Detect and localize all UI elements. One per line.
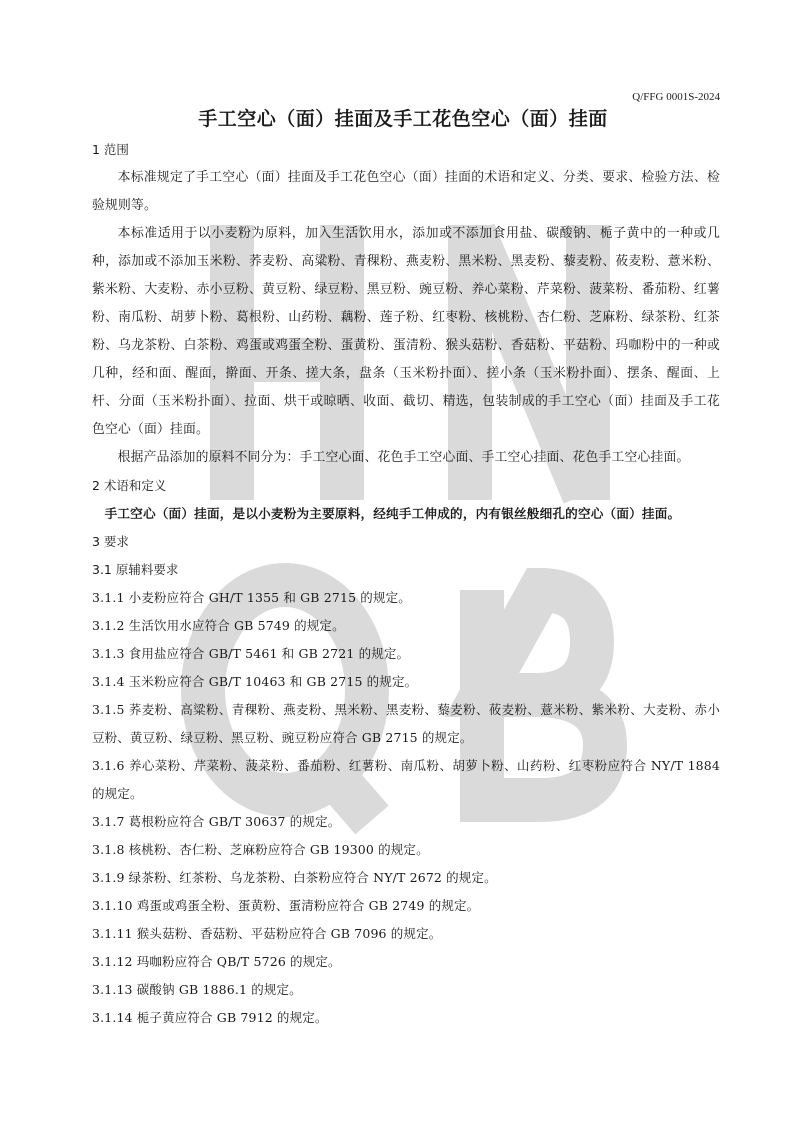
section-heading: 2 术语和定义: [92, 478, 167, 493]
section-heading: 3.1 原辅料要求: [92, 562, 179, 577]
paragraph: 本标准规定了手工空心（面）挂面及手工花色空心（面）挂面的术语和定义、分类、要求、检验方法、检验规则等。: [92, 170, 720, 213]
requirement-item: 3.1.4 玉米粉应符合 GB/T 10463 和 GB 2715 的规定。: [92, 674, 418, 689]
requirement-item: 3.1.9 绿茶粉、红茶粉、乌龙茶粉、白茶粉应符合 NY/T 2672 的规定。: [92, 870, 497, 885]
requirement-item: 3.1.14 栀子黄应符合 GB 7912 的规定。: [92, 1010, 328, 1025]
requirement-item: 3.1.8 核桃粉、杏仁粉、芝麻粉应符合 GB 19300 的规定。: [92, 842, 429, 857]
section-heading: 3 要求: [92, 534, 129, 549]
requirement-item: 3.1.3 食用盐应符合 GB/T 5461 和 GB 2721 的规定。: [92, 646, 410, 661]
requirement-item: 3.1.5 荞麦粉、高粱粉、青稞粉、燕麦粉、黑米粉、黑麦粉、藜麦粉、莜麦粉、薏米粉、紫米粉、大麦粉、赤小豆粉、黄豆粉、绿豆粉、黑豆粉、豌豆粉应符合 GB 2715 的规定。: [92, 702, 720, 745]
standard-code: Q/FFG 0001S-2024: [632, 91, 720, 103]
definition-paragraph: 手工空心（面）挂面，是以小麦粉为主要原料，经纯手工伸成的，内有银丝般细孔的空心（面）挂面。: [104, 506, 681, 521]
paragraph: 根据产品添加的原料不同分为：手工空心面、花色手工空心面、手工空心挂面、花色手工空心挂面。: [117, 450, 690, 465]
requirement-item: 3.1.12 玛咖粉应符合 QB/T 5726 的规定。: [92, 954, 341, 969]
document-title: 手工空心（面）挂面及手工花色空心（面）挂面: [198, 108, 608, 130]
requirement-item: 3.1.6 养心菜粉、芹菜粉、菠菜粉、番茄粉、红薯粉、南瓜粉、胡萝卜粉、山药粉、红枣粉应符合 NY/T 1884 的规定。: [92, 758, 720, 801]
document-body: [92, 136, 720, 1032]
requirement-item: 3.1.11 猴头菇粉、香菇粉、平菇粉应符合 GB 7096 的规定。: [92, 926, 442, 941]
section-heading: 1 范围: [92, 142, 129, 157]
requirement-item: 3.1.10 鸡蛋或鸡蛋全粉、蛋黄粉、蛋清粉应符合 GB 2749 的规定。: [92, 898, 480, 913]
paragraph: 本标准适用于以小麦粉为原料，加入生活饮用水，添加或不添加食用盐、碳酸钠、栀子黄中的一种或几种，添加或不添加玉米粉、荞麦粉、高粱粉、青稞粉、燕麦粉、黑米粉、黑麦粉、藜麦粉、莜麦粉、薏米粉、紫米粉、大麦粉、赤小豆粉、黄豆粉、绿豆粉、黑豆粉、豌豆粉、养心菜粉、芹菜粉、菠菜粉、番茄粉、红薯粉、南瓜粉、胡萝卜粉、葛根粉、山药粉、藕粉、莲子粉、红枣粉、核桃粉、杏仁粉、芝麻粉、绿茶粉、红茶粉、乌龙茶粉、白茶粉、鸡蛋或鸡蛋全粉、蛋黄粉、蛋清粉、猴头菇粉、香菇粉、平菇粉、玛咖粉中的一种或几种，经和面、醒面，擀面、开条、搓大条，盘条（玉米粉扑面）、搓小条（玉米粉扑面）、摆条、醒面、上杆、分面（玉米粉扑面）、拉面、烘干或晾晒、收面、截切、精选，包装制成的手工空心（面）挂面及手工花色空心（面）挂面。: [92, 226, 720, 437]
requirement-item: 3.1.2 生活饮用水应符合 GB 5749 的规定。: [92, 618, 345, 633]
requirement-item: 3.1.7 葛根粉应符合 GB/T 30637 的规定。: [92, 814, 341, 829]
requirement-item: 3.1.1 小麦粉应符合 GH/T 1355 和 GB 2715 的规定。: [92, 590, 411, 605]
requirement-item: 3.1.13 碳酸钠 GB 1886.1 的规定。: [92, 982, 302, 997]
document-page: [92, 90, 720, 1032]
